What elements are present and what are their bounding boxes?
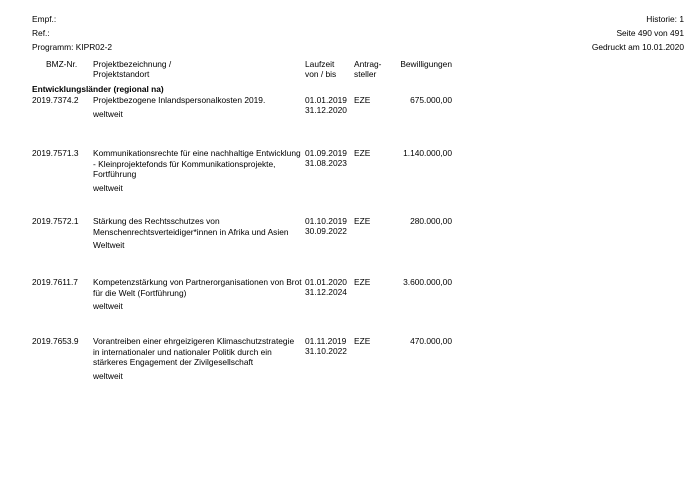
column-header-laufzeit — [305, 59, 336, 80]
bmz-number: 2019.7374.2 — [32, 95, 79, 105]
laufzeit-von: 01.09.2019 — [305, 148, 347, 158]
print-date: Gedruckt am 10.01.2020 — [591, 42, 684, 52]
programm-label: Programm: KIPR02-2 — [32, 42, 113, 52]
bmz-number: 2019.7653.9 — [32, 336, 79, 346]
project-title-line: Kommunikationsrechte für eine nachhaltige Entwicklung — [93, 148, 301, 158]
project-title-line: für die Welt (Fortführung) — [93, 287, 187, 298]
bewilligung-amount: 1.140.000,00 — [403, 148, 452, 158]
project-title-line: Fortführung — [93, 169, 137, 179]
project-title-line: - Kleinprojektefonds für Kommunikationsprojekte, — [93, 158, 276, 169]
section-title: Entwicklungsländer (regional na) — [32, 84, 164, 94]
project-title-line: Menschenrechtsverteidiger*innen in Afrika und Asien — [93, 226, 289, 237]
column-header-antragsteller-line1: Antrag- — [354, 59, 382, 69]
project-title — [93, 216, 289, 251]
bewilligung-amount: 470.000,00 — [410, 336, 452, 346]
bmz-number: 2019.7571.3 — [32, 148, 79, 158]
antragsteller: EZE — [354, 277, 371, 287]
bewilligung-amount: 675.000,00 — [410, 95, 452, 105]
column-header-projekt-line1: Projektbezeichnung / — [93, 59, 172, 69]
laufzeit-von: 01.11.2019 — [305, 336, 347, 346]
project-title — [93, 336, 294, 382]
laufzeit-bis: 30.09.2022 — [305, 226, 347, 236]
laufzeit-bis: 31.10.2022 — [305, 346, 347, 356]
ref-label: Ref.: — [32, 28, 50, 38]
bewilligung-amount: 280.000,00 — [410, 216, 452, 226]
column-header-projekt-line2: Projektstandort — [93, 69, 150, 79]
page-number: Seite 490 von 491 — [616, 28, 684, 38]
laufzeit-von: 01.10.2019 — [305, 216, 347, 226]
project-title — [93, 148, 301, 194]
project-location: weltweit — [93, 301, 123, 311]
column-header-projekt — [93, 59, 171, 80]
antragsteller: EZE — [354, 216, 371, 226]
project-location: weltweit — [93, 370, 123, 381]
empf-label: Empf.: — [32, 14, 57, 24]
project-title — [93, 95, 265, 120]
historie-label: Historie: 1 — [646, 14, 684, 24]
project-location: Weltweit — [93, 240, 125, 250]
laufzeit-von: 01.01.2020 — [305, 277, 347, 287]
bewilligung-amount: 3.600.000,00 — [403, 277, 452, 287]
column-header-laufzeit-line1: Laufzeit — [305, 59, 335, 69]
laufzeit-bis: 31.12.2020 — [305, 105, 347, 115]
antragsteller: EZE — [354, 95, 371, 105]
column-header-bewilligungen: Bewilligungen — [400, 59, 452, 69]
project-location: weltweit — [93, 108, 123, 119]
column-header-laufzeit-line2: von / bis — [305, 69, 337, 79]
project-title-line: stärkeres Engagement der Zivilgesellschaft — [93, 357, 254, 367]
column-header-antragsteller — [354, 59, 381, 80]
bmz-number: 2019.7611.7 — [32, 277, 78, 287]
laufzeit-von: 01.01.2019 — [305, 95, 347, 105]
project-title — [93, 277, 302, 312]
project-title-line: Stärkung des Rechtsschutzes von — [93, 216, 220, 226]
laufzeit-bis: 31.08.2023 — [305, 158, 347, 168]
antragsteller: EZE — [354, 148, 371, 158]
project-title-line: in internationaler und nationaler Politik durch ein — [93, 346, 272, 357]
bmz-number: 2019.7572.1 — [32, 216, 79, 226]
project-location: weltweit — [93, 182, 123, 193]
project-title-line: Vorantreiben einer ehrgeizigeren Klimaschutzstrategie — [93, 336, 295, 346]
column-header-antragsteller-line2: steller — [354, 69, 377, 79]
laufzeit-bis: 31.12.2024 — [305, 287, 347, 297]
antragsteller: EZE — [354, 336, 371, 346]
project-title-line: Kompetenzstärkung von Partnerorganisationen von Brot — [93, 277, 302, 287]
column-header-bmz: BMZ-Nr. — [46, 59, 78, 69]
project-title-line: Projektbezogene Inlandspersonalkosten 2019. — [93, 95, 266, 105]
